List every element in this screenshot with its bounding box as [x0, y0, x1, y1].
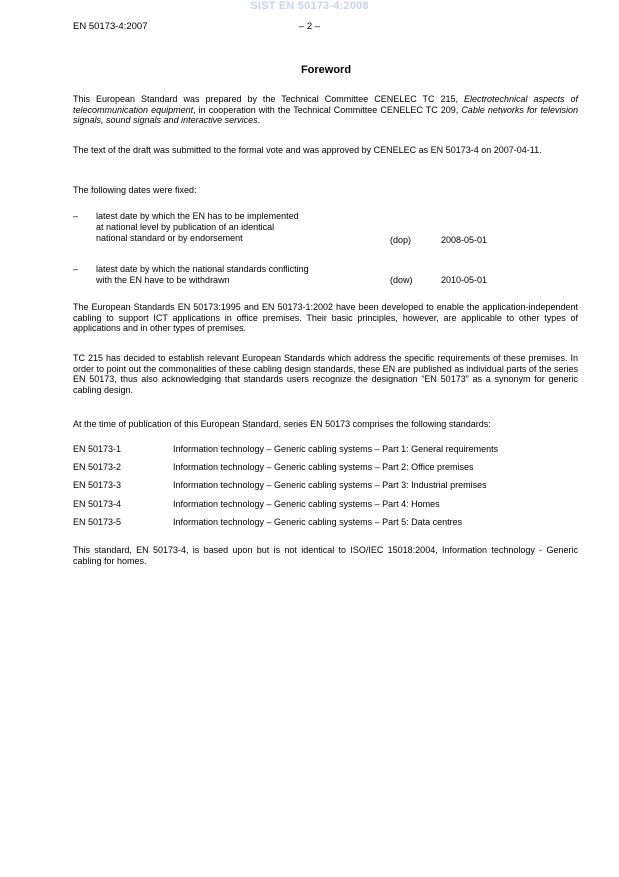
standard-title: Information technology – Generic cabling systems – Part 1: General requirements	[173, 444, 499, 454]
date-dow-value: 2010-05-01	[441, 275, 488, 285]
para1-italic-tc209: Cable networks for television signals, sound signals and interactive services	[73, 104, 578, 126]
page-title: Foreword	[300, 64, 352, 76]
para1-text-1: This European Standard was prepared by the Technical Committee CENELEC TC 215,	[73, 94, 464, 104]
paragraph-approval: The text of the draft was submitted to the formal vote and was approved by CENELEC as EN 50173-4 on 2007-04-11.	[73, 145, 542, 155]
date-dow-line-2: with the EN have to be withdrawn	[96, 274, 230, 285]
standard-code: EN 50173-3	[73, 480, 122, 490]
standard-title: Information technology – Generic cabling systems – Part 5: Data centres	[173, 517, 463, 527]
date-dop-abbr: (dop)	[390, 235, 412, 245]
paragraph-history: The European Standards EN 50173:1995 and EN 50173-1:2002 have been developed to enable the application-independent cabling to support ICT applications in office premises. Their basic principles, however, are applicable to other types of applications and in other types of premises.	[73, 302, 578, 334]
date-dow-line-1: latest date by which the national standards conflicting	[96, 264, 309, 274]
paragraph-series-intro: At the time of publication of this European Standard, series EN 50173 comprises the following standards:	[73, 419, 491, 429]
standard-code: EN 50173-5	[73, 517, 122, 527]
watermark: SIST EN 50173-4:2008	[250, 0, 369, 12]
list-bullet-dash: –	[73, 211, 79, 221]
standard-code: EN 50173-1	[73, 444, 122, 454]
paragraph-dates-intro: The following dates were fixed:	[73, 185, 197, 195]
paragraph-tc215-decision: TC 215 has decided to establish relevant European Standards which address the specific requirements of these premises. In order to point out the commonalities of these cabling design standards, these EN are published as individual parts of the series EN 50173, thus also acknowledging that standards users recognize the designation “EN 50173” as a synonym for generic cabling design.	[73, 353, 578, 395]
para1-text-2: , in cooperation with the Technical Committee CENELEC TC 209,	[193, 104, 462, 115]
date-dow-abbr: (dow)	[390, 275, 413, 285]
standard-title: Information technology – Generic cabling systems – Part 3: Industrial premises	[173, 480, 487, 490]
para1-text-3: .	[257, 115, 261, 126]
paragraph-prepared-by	[73, 94, 578, 126]
para1-italic-tc215: Electrotechnical aspects of telecommunication equipment	[73, 94, 578, 115]
header-doc-id: EN 50173-4:2007	[73, 21, 148, 32]
date-dop-line-1: latest date by which the EN has to be implemented	[96, 211, 299, 221]
standard-title: Information technology – Generic cabling systems – Part 2: Office premises	[173, 462, 474, 472]
date-dop-value: 2008-05-01	[441, 235, 488, 245]
date-dop-line-2: at national level by publication of an identical	[96, 221, 275, 232]
date-item-dop-description	[96, 211, 376, 243]
date-item-dow-description	[96, 264, 376, 286]
header-page-number: – 2 –	[298, 21, 321, 32]
list-bullet-dash: –	[73, 264, 79, 274]
standard-code: EN 50173-4	[73, 499, 122, 509]
standard-code: EN 50173-2	[73, 462, 122, 472]
standard-title: Information technology – Generic cabling systems – Part 4: Homes	[173, 499, 440, 509]
date-dop-line-3: national standard or by endorsement	[96, 232, 243, 243]
paragraph-iso-basis: This standard, EN 50173-4, is based upon but is not identical to ISO/IEC 15018:2004, Information technology - Generic cabling for homes.	[73, 545, 578, 566]
